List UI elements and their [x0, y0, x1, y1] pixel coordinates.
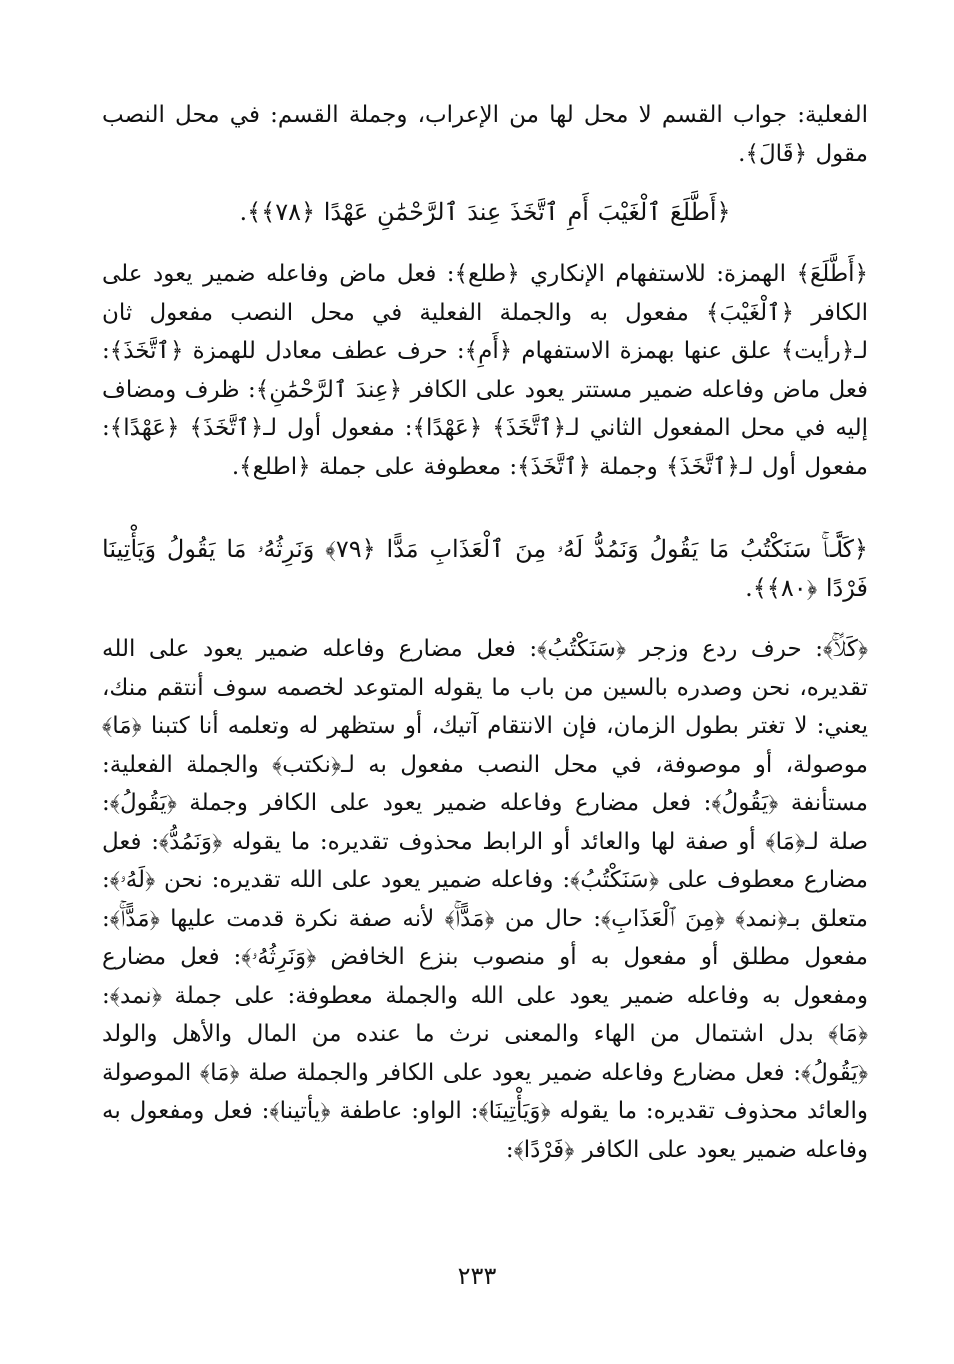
quran-verse-79-80: ﴿كَلَّاۚ سَنَكْتُبُ مَا يَقُولُ وَنَمُدُّ لَهُۥ مِنَ ٱلْعَذَابِ مَدًّا ﴿٧٩﴾ وَنَرِثُهُۥ مَا يَقُولُ وَيَأْتِينَا فَرْدًا ﴿٨٠﴾﴾. [102, 535, 868, 602]
paragraph-3: ﴿كَلَّاۚ﴾: حرف ردع وزجر ﴿سَنَكْتُبُ﴾: فعل مضارع وفاعله ضمير يعود على الله تقديره، نحن وصدره بالسين من باب ما يقوله المتوعد لخصمه سوف أنتقم منك، يعني: لا تغتر بطول الزمان، فإن الانتقام آتيك، أو ستظهر له وتعلمه أنا كتبنا ﴿مَا﴾ موصولة، أو موصوفة، في محل النصب مفعول به لـ﴿نكتب﴾ والجملة الفعلية: مستأنفة ﴿يَقُولُ﴾: فعل مضارع وفاعله ضمير يعود على الكافر وجملة ﴿يَقُولُ﴾: صلة لـ﴿مَا﴾ أو صفة لها والعائد أو الرابط محذوف تقديره: ما يقوله ﴿وَنَمُدُّ﴾: فعل مضارع معطوف على ﴿سَنَكْتُبُ﴾: وفاعله ضمير يعود على الله تقديره: نحن ﴿لَهُۥ﴾: متعلق بـ﴿نمد﴾ ﴿مِنَ ٱلْعَذَابِ﴾: حال من ﴿مَدًّاۚ﴾ لأنه صفة نكرة قدمت عليها ﴿مَدًّاۚ﴾: مفعول مطلق أو مفعول به أو منصوب بنزع الخافض ﴿وَنَرِثُهُۥ﴾: فعل مضارع ومفعول به وفاعله ضمير يعود على الله والجملة معطوفة: على جملة ﴿نمد﴾: ﴿مَا﴾ بدل اشتمال من الهاء والمعنى نرث ما عنده من المال والأهل والولد ﴿يَقُولُ﴾: فعل مضارع وفاعله ضمير يعود على الكافر والجملة صلة ﴿مَا﴾ الموصولة والعائد محذوف تقديره: ما يقوله ﴿وَيَأْتِينَا﴾: الواو: عاطفة ﴿يأتينا﴾: فعل ومفعول به وفاعله ضمير يعود على الكافر ﴿فَرْدًا﴾: [102, 636, 868, 1163]
quran-verse-78: ﴿أَطَّلَعَ ٱلْغَيْبَ أَمِ ٱتَّخَذَ عِندَ ٱلرَّحْمَٰنِ عَهْدًا ﴿٧٨﴾﴾. [239, 198, 731, 226]
page-number: ٢٣٣ [457, 1262, 497, 1290]
paragraph-1: الفعلية: جواب القسم لا محل لها من الإعراب، وجملة القسم: في محل النصب مقول ﴿قَالَ﴾. [102, 102, 868, 167]
paragraph-2: ﴿أَطَّلَعَ﴾ الهمزة: للاستفهام الإنكاري ﴿طلع﴾: فعل ماض وفاعله ضمير يعود على الكافر ﴿ٱلْغَيْبَ﴾ مفعول به والجملة الفعلية في محل النصب مفعول ثان لـ﴿رأيت﴾ علق عنها بهمزة الاستفهام ﴿أَمِ﴾: حرف عطف معادل للهمزة ﴿ٱتَّخَذَ﴾: فعل ماض وفاعله ضمير مستتر يعود على الكافر ﴿عِندَ ٱلرَّحْمَٰنِ﴾: ظرف ومضاف إليه في محل المفعول الثاني لـ﴿ٱتَّخَذَ﴾ ﴿عَهْدًا﴾: مفعول أول لـ﴿ٱتَّخَذَ﴾ ﴿عَهْدًا﴾: مفعول أول لـ﴿ٱتَّخَذَ﴾ وجملة ﴿ٱتَّخَذَ﴾: معطوفة على جملة ﴿اطلع﴾. [102, 261, 868, 480]
